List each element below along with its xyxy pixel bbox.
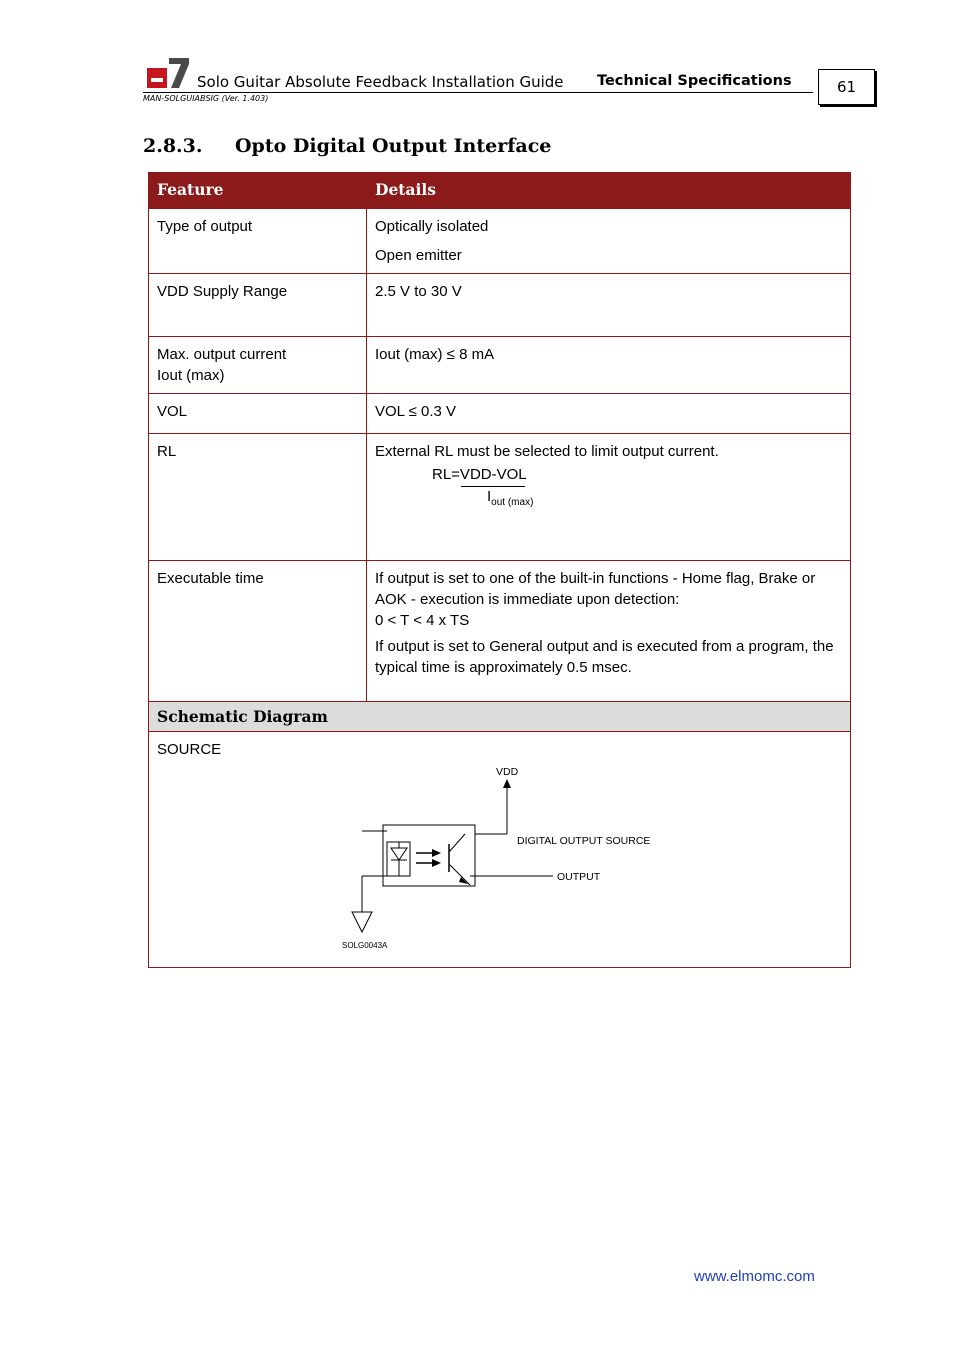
feature-cell [149, 394, 367, 434]
details-text: Optically isolated [375, 218, 489, 235]
table-row [149, 561, 851, 702]
page-number: 61 [818, 69, 875, 105]
led-diode-icon [391, 848, 407, 860]
schematic-label: SOURCE [157, 741, 222, 758]
feature-text: VOL [157, 403, 188, 420]
details-cell [367, 394, 851, 434]
schematic-cell [149, 732, 851, 968]
light-arrowhead-1 [432, 849, 441, 857]
table-header-row [149, 173, 851, 209]
section-number: 2.8.3. [143, 135, 203, 157]
table-row [149, 337, 851, 394]
column-header-feature: Feature [149, 173, 367, 209]
details-cell [367, 274, 851, 337]
feature-text: Type of output [157, 218, 253, 235]
ground-symbol-icon [352, 912, 372, 932]
details-cell [367, 337, 851, 394]
details-cell [367, 434, 851, 561]
header-title: Solo Guitar Absolute Feedback Installation Guide [197, 73, 564, 91]
column-header-details: Details [367, 173, 851, 209]
schematic-code: SOLG0043A [342, 941, 388, 950]
digital-output-source-label: DIGITAL OUTPUT SOURCE [517, 835, 651, 847]
vdd-arrow [503, 779, 511, 788]
feature-cell [149, 337, 367, 394]
details-text: If output is set to one of the built-in functions - Home flag, Brake or AOK - execution is immediate upon detection: [375, 570, 816, 608]
schematic-header-row [149, 702, 851, 732]
details-text: Iout (max) ≤ 8 mA [375, 346, 495, 363]
rl-formula [375, 466, 842, 536]
header-section: Technical Specifications [597, 73, 792, 89]
table-row [149, 274, 851, 337]
details-text: VOL ≤ 0.3 V [375, 403, 457, 420]
details-text: Open emitter [375, 247, 462, 264]
feature-cell [149, 274, 367, 337]
output-label: OUTPUT [557, 871, 601, 883]
vdd-label: VDD [496, 766, 519, 778]
feature-cell [149, 434, 367, 561]
elmo-logo [147, 58, 189, 88]
footer-website-link[interactable]: www.elmomc.com [694, 1268, 815, 1285]
feature-text: RL [157, 443, 177, 460]
feature-text: Max. output current [157, 346, 287, 363]
table-row [149, 394, 851, 434]
details-text: 0 < T < 4 x TS [375, 612, 470, 629]
feature-cell [149, 209, 367, 274]
formula-numerator: RL=VDD-VOL [432, 466, 527, 483]
details-text: 2.5 V to 30 V [375, 283, 462, 300]
schematic-header: Schematic Diagram [149, 702, 851, 732]
details-cell [367, 561, 851, 702]
transistor-collector [449, 834, 465, 852]
light-arrowhead-2 [432, 859, 441, 867]
details-text: External RL must be selected to limit output current. [375, 443, 719, 460]
table-row [149, 434, 851, 561]
schematic-row [149, 732, 851, 968]
header-rule [143, 92, 813, 93]
section-title: Opto Digital Output Interface [235, 135, 552, 157]
feature-text: Iout (max) [157, 367, 225, 384]
details-cell [367, 209, 851, 274]
spec-table [148, 172, 851, 968]
formula-denominator-text: I [487, 488, 492, 505]
document-id: MAN-SOLGUIABSIG (Ver. 1.403) [143, 94, 269, 103]
optocoupler-schematic [335, 764, 695, 964]
table-row [149, 209, 851, 274]
formula-denominator-subscript: out (max) [491, 497, 534, 508]
details-text: If output is set to General output and is executed from a program, the typical time is approximately 0.5 msec. [375, 638, 834, 676]
feature-text: VDD Supply Range [157, 283, 288, 300]
fraction-bar [461, 486, 525, 487]
feature-text: Executable time [157, 570, 264, 587]
formula-denominator [487, 488, 533, 508]
feature-cell [149, 561, 367, 702]
